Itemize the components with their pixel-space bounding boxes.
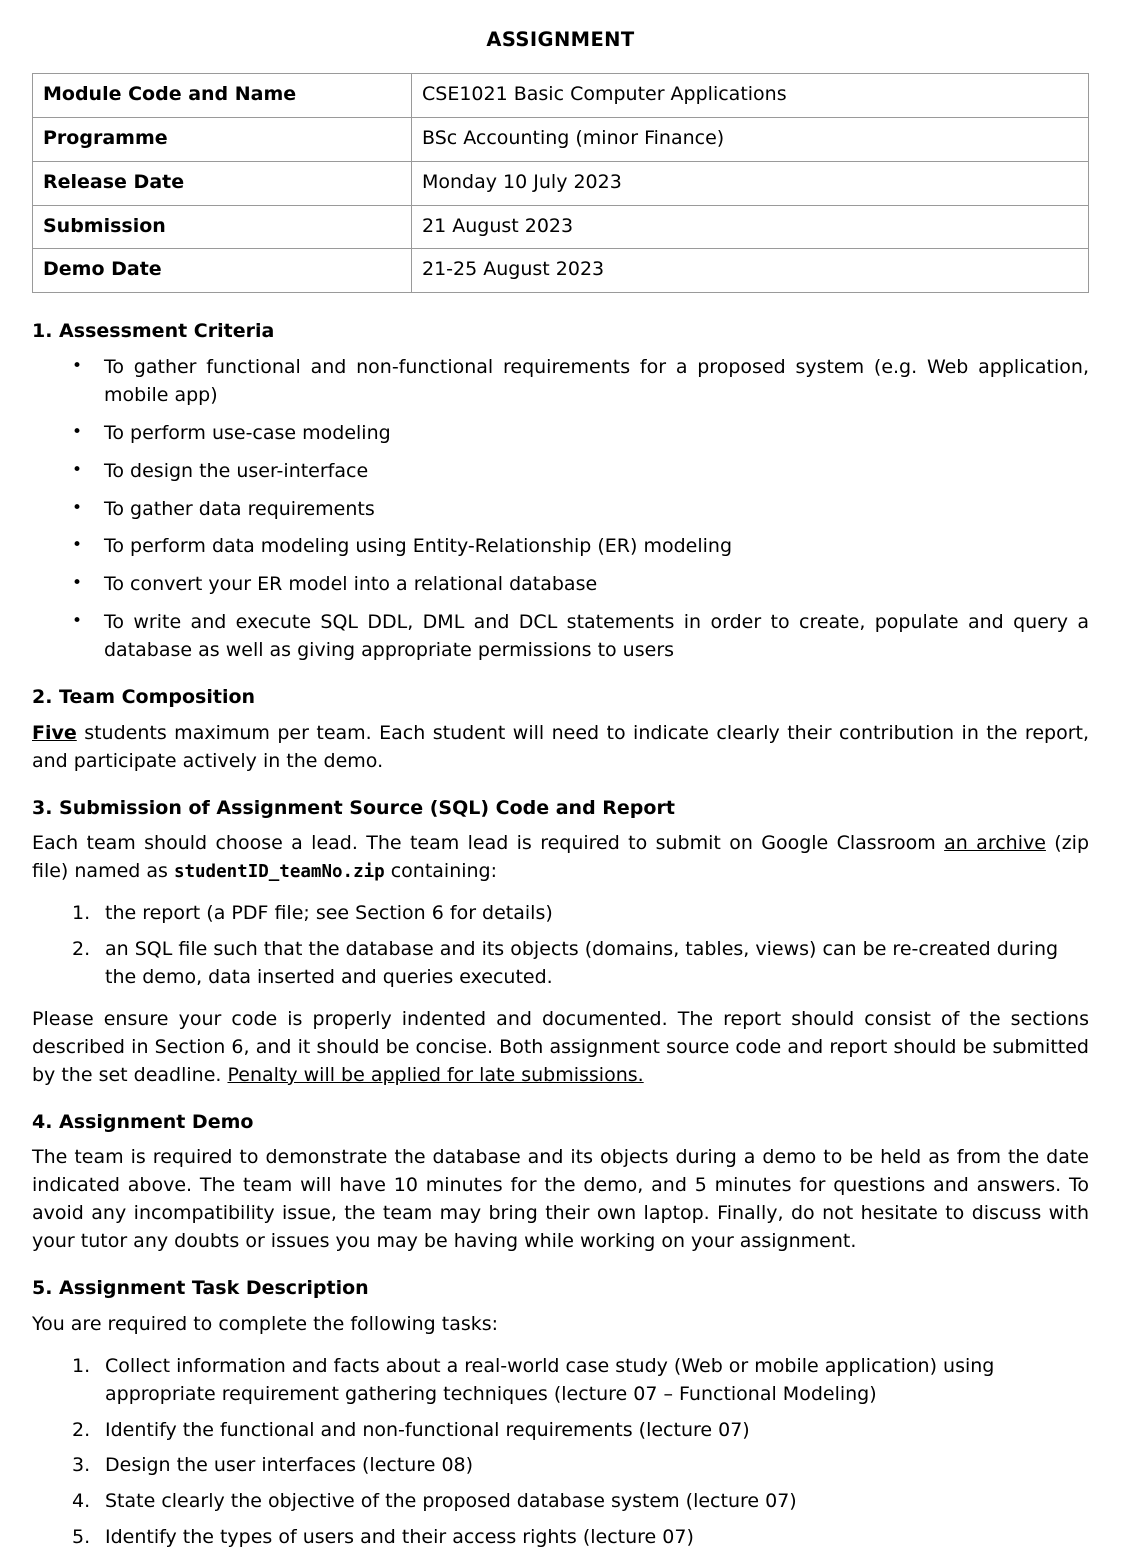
list-item: Identify the functional and non-functional requirements (lecture 07) bbox=[105, 1418, 750, 1441]
table-row bbox=[33, 74, 1089, 118]
info-table-body bbox=[33, 74, 1089, 293]
list-item: Identify the types of users and their access rights (lecture 07) bbox=[105, 1526, 694, 1549]
list-item: State clearly the objective of the proposed database system (lecture 07) bbox=[105, 1490, 797, 1513]
table-row bbox=[33, 205, 1089, 249]
info-value-module-code: CSE1021 Basic Computer Applications bbox=[412, 74, 1089, 118]
submission-intro-part3: containing: bbox=[384, 860, 498, 883]
info-label-submission: Submission bbox=[33, 205, 412, 249]
list-item: the report (a PDF file; see Section 6 for details) bbox=[105, 902, 553, 925]
section-heading-team-composition: 2. Team Composition bbox=[32, 686, 256, 709]
team-size-emphasis: Five bbox=[32, 721, 77, 744]
info-value-programme: BSc Accounting (minor Finance) bbox=[412, 118, 1089, 162]
submission-intro-part1: Each team should choose a lead. The team lead is required to submit on Google Classroom bbox=[32, 832, 945, 855]
info-label-programme: Programme bbox=[33, 118, 412, 162]
table-row bbox=[33, 161, 1089, 205]
assignment-demo-paragraph: The team is required to demonstrate the database and its objects during a demo to be held as from the date indicated above. The team will have 10 minutes for the demo, and 5 minutes for questions and answers. To avoid any incompatibility issue, the team may bring their own laptop. Finally, do not hesitate to discuss with your tutor any doubts or issues you may be having while working on your assignment. bbox=[32, 1146, 1089, 1253]
submission-intro-part2: (zip file) named as bbox=[32, 832, 1090, 883]
team-composition-body: students maximum per team. Each student will need to indicate clearly their contribution in the report, and participate actively in the demo. bbox=[32, 721, 1089, 772]
late-penalty-emphasis: Penalty will be applied for late submissions. bbox=[227, 1063, 644, 1086]
page-title: ASSIGNMENT bbox=[486, 28, 635, 51]
list-item: • To gather data requirements bbox=[32, 496, 1089, 524]
info-label-module-code: Module Code and Name bbox=[33, 74, 412, 118]
info-value-demo-date: 21-25 August 2023 bbox=[412, 249, 1089, 293]
list-item: Collect information and facts about a real-world case study (Web or mobile application) using appropriate requirement gathering techniques (lecture 07 – Functional Modeling) bbox=[105, 1354, 995, 1405]
section-heading-assignment-demo: 4. Assignment Demo bbox=[32, 1110, 254, 1133]
list-item: • To convert your ER model into a relational database bbox=[32, 571, 1089, 599]
info-value-release-date: Monday 10 July 2023 bbox=[412, 161, 1089, 205]
section-heading-assessment-criteria: 1. Assessment Criteria bbox=[32, 320, 275, 343]
task-description-intro: You are required to complete the following tasks: bbox=[32, 1312, 499, 1335]
task-description-list bbox=[32, 1353, 1089, 1553]
submission-archive-emphasis: an archive bbox=[944, 832, 1046, 855]
list-item: Design the user interfaces (lecture 08) bbox=[105, 1454, 474, 1477]
table-row bbox=[33, 118, 1089, 162]
info-label-release-date: Release Date bbox=[33, 161, 412, 205]
submission-filename: studentID_teamNo.zip bbox=[173, 862, 385, 883]
submission-closing-part1: Please ensure your code is properly indented and documented. The report should consist of the sections described in Section 6, and it should be concise. Both assignment source code and report should be submitted by the set deadline. bbox=[32, 1007, 1089, 1086]
list-item: • To perform data modeling using Entity-Relationship (ER) modeling bbox=[32, 533, 1089, 561]
section-heading-submission: 3. Submission of Assignment Source (SQL) Code and Report bbox=[32, 796, 675, 819]
submission-closing-paragraph bbox=[32, 1006, 1089, 1090]
list-item: • To perform use-case modeling bbox=[32, 420, 1089, 448]
team-composition-paragraph bbox=[32, 720, 1089, 776]
info-value-submission: 21 August 2023 bbox=[412, 205, 1089, 249]
list-item: • To design the user-interface bbox=[32, 458, 1089, 486]
list-item: • To gather functional and non-functional requirements for a proposed system (e.g. Web application, mobile app) bbox=[32, 354, 1089, 410]
assessment-criteria-list bbox=[32, 354, 1089, 665]
submission-intro-paragraph bbox=[32, 830, 1089, 886]
list-item: an SQL file such that the database and its objects (domains, tables, views) can be re-created during the demo, data inserted and queries executed. bbox=[105, 938, 1059, 989]
table-row bbox=[33, 249, 1089, 293]
section-heading-task-description: 5. Assignment Task Description bbox=[32, 1277, 369, 1300]
submission-items-list bbox=[32, 900, 1089, 992]
list-item: • To write and execute SQL DDL, DML and DCL statements in order to create, populate and query a database as well as giving appropriate permissions to users bbox=[32, 609, 1089, 665]
assignment-info-table bbox=[32, 73, 1089, 293]
info-label-demo-date: Demo Date bbox=[33, 249, 412, 293]
document-content bbox=[32, 28, 1089, 1564]
